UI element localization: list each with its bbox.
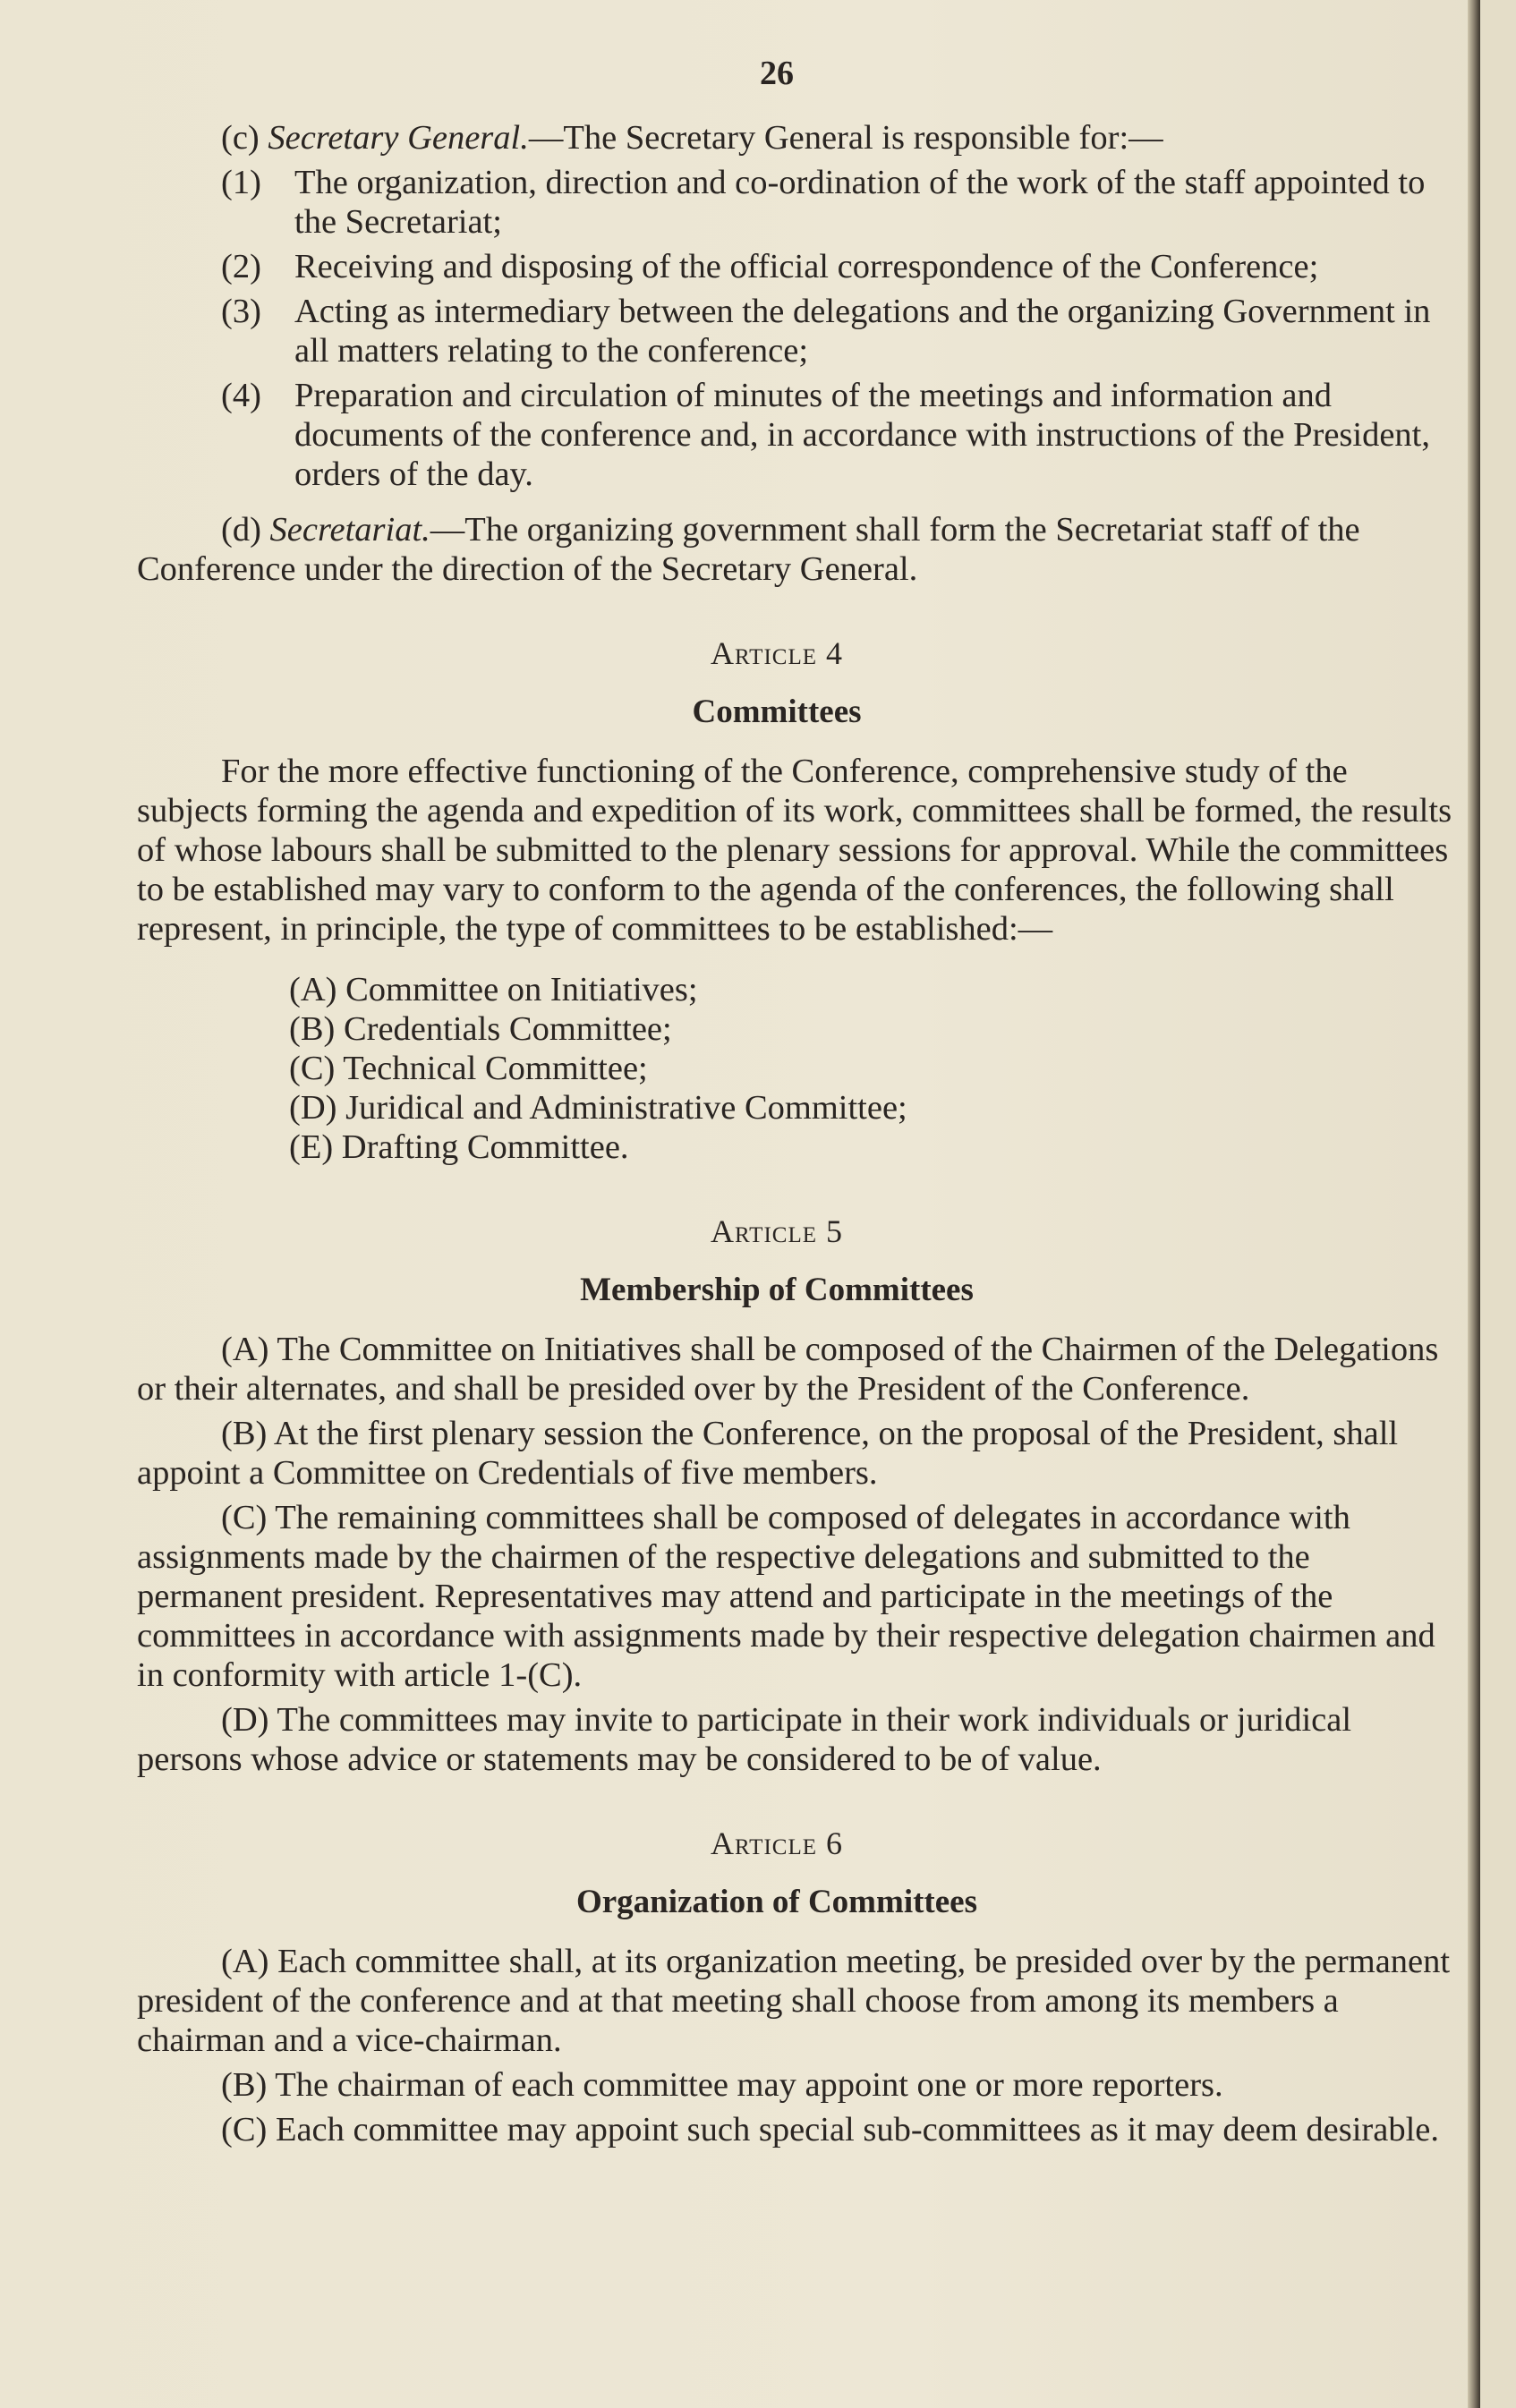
list-item	[137, 247, 1452, 286]
item-label: (2)	[221, 248, 261, 285]
page-fold	[1468, 0, 1480, 2408]
list-item: (A) Committee on Initiatives;	[289, 971, 698, 1008]
item-text: Receiving and disposing of the official correspondence of the Conference;	[294, 248, 1319, 285]
section-c-title: Secretary General.	[268, 119, 529, 157]
section-d	[137, 510, 1452, 589]
article-6-paragraph: (A) Each committee shall, at its organization meeting, be presided over by the permanent president of the conference and at that meeting shall choose from among its members a chairman and a vice-chairman.	[137, 1943, 1451, 2059]
article-4-paragraph: For the more effective functioning of the Conference, comprehensive study of the subjects forming the agenda and expedition of its work, committees shall be formed, the results of whose labours shall be submitted to the plenary sessions for approval. While the committees to be established may vary to conform to the agenda of the conferences, the following shall represent, in principle, the type of committees to be established:—	[137, 753, 1452, 948]
item-label: (1)	[221, 164, 261, 201]
section-c-label: (c)	[221, 119, 260, 157]
adjacent-page-edge	[1480, 0, 1516, 2408]
article-5-paragraph: (C) The remaining committees shall be composed of delegates in accordance with assignments made by the chairmen of the respective delegations and submitted to the permanent president. Representatives may attend and participate in the meetings of the committees in accordance with assignments made by their respective delegation chairmen and in conformity with article 1-(C).	[137, 1499, 1435, 1694]
section-d-text: —The organizing government shall form the Secretariat staff of the Conference under the direction of the Secretary General.	[137, 511, 1360, 588]
list-item: (D) Juridical and Administrative Committee;	[289, 1089, 907, 1127]
list-item: (E) Drafting Committee.	[289, 1128, 629, 1166]
list-item	[137, 292, 1452, 370]
article-4-title: Committees	[692, 693, 862, 730]
article-5-title: Membership of Committees	[580, 1272, 974, 1308]
item-text: The organization, direction and co-ordination of the work of the staff appointed to the Secretariat;	[294, 164, 1426, 241]
article-5-paragraph: (D) The committees may invite to participate in their work individuals or juridical persons whose advice or statements may be considered to be of value.	[137, 1701, 1352, 1778]
page-content	[137, 54, 1452, 2149]
section-d-title: Secretariat.	[269, 511, 430, 549]
article-6-paragraph: (B) The chairman of each committee may appoint one or more reporters.	[221, 2066, 1223, 2104]
item-text: Preparation and circulation of minutes of the meetings and information and documents of the conference and, in accordance with instructions of the President, orders of the day.	[294, 377, 1430, 493]
list-item	[137, 163, 1452, 242]
list-item: (C) Technical Committee;	[289, 1050, 648, 1087]
section-c	[137, 118, 1452, 157]
item-text: Acting as intermediary between the delegations and the organizing Government in all matters relating to the conference;	[294, 293, 1431, 370]
article-5-paragraph: (B) At the first plenary session the Conference, on the proposal of the President, shall appoint a Committee on Credentials of five members.	[137, 1415, 1399, 1492]
item-label: (3)	[221, 293, 261, 330]
item-label: (4)	[221, 377, 261, 414]
page-number: 26	[760, 55, 794, 92]
article-4-heading: Article 4	[711, 635, 843, 671]
article-5-heading: Article 5	[711, 1213, 843, 1249]
article-6-heading: Article 6	[711, 1825, 843, 1861]
list-item	[137, 376, 1452, 494]
article-6-paragraph: (C) Each committee may appoint such special sub-committees as it may deem desirable.	[221, 2111, 1439, 2148]
article-6-title: Organization of Committees	[575, 1884, 977, 1920]
list-item: (B) Credentials Committee;	[289, 1010, 672, 1048]
committee-list	[289, 970, 1452, 1167]
article-5-paragraph: (A) The Committee on Initiatives shall be composed of the Chairmen of the Delegations or their alternates, and shall be presided over by the President of the Conference.	[137, 1331, 1439, 1408]
section-d-label: (d)	[221, 511, 261, 549]
section-c-text: —The Secretary General is responsible for:—	[528, 119, 1163, 157]
